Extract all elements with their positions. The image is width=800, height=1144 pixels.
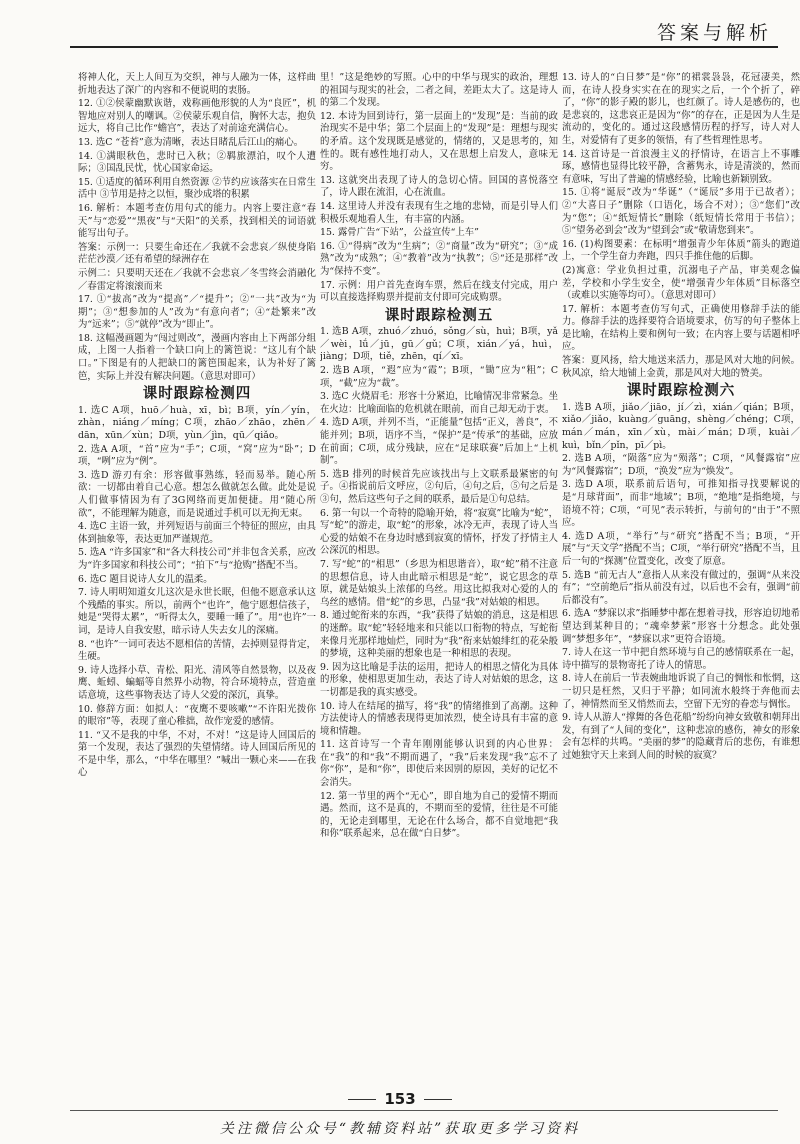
answer-paragraph: 答案：示例一：只要生命还在／我就不会悲哀／纵使身陷茫茫沙漠／还有希望的绿洲存在 [78,241,316,266]
column-right [562,72,800,1072]
answer-paragraph: 1. 选C A项，huō／huà，xī，bì；B项，yín／yín，zhàn，niáng／míng；C项，zhāo／zhāo，zhēn／dān，xūn／xùn；D项，yùn／jìn，qū／qiǎo。 [78,404,316,442]
answer-paragraph: 16. (1)构图要素：在标明“增强青少年体质”箭头的跑道上，一个学生奋力奔跑，四只手推住他的后脚。 [562,238,800,263]
answer-paragraph: 17. ①“拔高”改为“提高”／“提升”；②“一共”改为“为期”；③“想参加的人”改为“有意向者”；④“赴繁来”改为“远来”；⑤“就停”改为“即止”。 [78,294,316,331]
answer-paragraph: 9. 诗人选择小草、青松、阳光、清风等自然景物，以及夜鹰、蚯蚓、蝙蝠等自然界小动物，符合环境特点，营造童话意境，这些事物表达了诗人父爱的深沉，真挚。 [78,664,316,701]
page-number: 153 [0,1090,800,1108]
answer-paragraph: 8. 通过蛇衔来的东西，“我”获得了姑娘的消息，这是相思的迷醉。取“蛇”轻轻地来和只能以口衔物的特点，写蛇衔来像月光那样地灿烂，同时为“我”衔来姑娘绯红的花朵般的梦境，这种美丽的想象也是一种相思的表现。 [320,610,558,660]
footer-note: 关注微信公众号“教辅资料站”获取更多学习资料 [219,1121,581,1137]
answer-paragraph: 12. 本诗为回到诗行，第一层面上的“发现”是：当前的政治现实不是中华；第二个层面上的“发现”是：理想与现实的矛盾。这个发现既是感觉的，情绪的，又是思考的，知性的。既有感性地打动人，又在思想上启发人，意味无穷。 [320,110,558,173]
answer-paragraph: 17. 示例：用户首先查询车票，然后在线支付完成，用户可以直接选择购票并提前支付即可完成购票。 [320,279,558,304]
answer-paragraph: 5. 选B 排列的时候首先应该找出与上文联系最紧密的句子。④指说前后文呼应，②句后，④句之后，⑤句之后是③句，然后这些句子之间的联系，最后是①句总结。 [320,468,558,505]
answer-paragraph: 14. ①满眼秋色，悲时已入秋；②羁旅漂泊，叹个人遭际；③国乱民忧，忧心国家命运。 [78,150,316,175]
answer-paragraph: 15. 露骨广告“下站”，公益宣传“上车” [320,227,479,239]
answer-paragraph: 4. 选D A项，“举行”与“研究”搭配不当；B项，“开展”与“天文学”搭配不当；C项，“举行研究”搭配不当，且后一句的“探测”位置变化，改变了原意。 [562,530,800,567]
section-title-4: 课时跟踪检测四 [142,386,252,403]
answer-paragraph: 18. 这幅漫画题为“闯过则改”，漫画内容由上下两部分组成，上图一人指着一个缺口向上的篱笆说：“这儿有个缺口。”下图是有的人把缺口的篱笆围起来，认为补好了篱笆，实际上并没有解决问题。（意思对即可） [78,332,316,382]
section-title-5: 课时跟踪检测五 [384,307,494,324]
answer-paragraph: 17. 解析：本题考查仿写句式，正确使用修辞手法的能力。修辞手法的选择要符合语境要求，仿写的句子整体上是比喻，在结构上要和例句一致；在内容上要与话题相呼应。 [562,303,800,353]
answer-paragraph: 15. ①将“诞辰”改为“华诞”（“诞辰”多用于已故者）；②“大喜日子”删除（口语化，场合不对）；③“您们”改为“您”；④“纸短情长”删除（纸短情长常用于书信）；⑤“望务必到会”改为“望到会”或“敬请您到来”。 [562,187,800,237]
answer-paragraph: 16. ①“得病”改为“生病”；②“商量”改为“研究”；③“成熟”改为“成熟”；④“教着”改为“执教”；⑤“还是那样”改为“保持不变”。 [320,240,558,277]
page-header [0,0,800,62]
answer-paragraph: 7. 诗人明明知道女儿这次是永世长眠，但他不愿意承认这个残酷的事实。所以，前两个“也许”，他宁愿想信孩子，她是“哭得太累”，“听得太久，要睡一睡了”。用“也许”一词，是诗人自我安慰，暗示诗人失去女儿的深痛。 [78,587,316,636]
answer-paragraph: 6. 第一句以一个奇特的隐喻开始，将“寂寞”比喻为“蛇”，写“蛇”的游走，取“蛇”的形象，冰冷无声，表现了诗人当心爱的姑娘不在身边时感到寂寞的情怀，抒发了抒情主人公深沉的相思。 [320,507,558,557]
answer-paragraph: 11. 这首诗写一个青年刚刚能够认识到的内心世界：在“我”的和“我”不期而遇了，“我”后来发现“我”忘不了你“你”，是和“你”，即使后来因别的原因，美好的记忆不会消失。 [320,739,558,789]
header-rule [70,46,778,48]
answer-paragraph: 5. 选B “前无古人”意指人从来没有做过的，强调“从来没有”；“空前绝后”指从前没有过，以后也不会有，强调“前后都没有”。 [562,569,800,606]
answer-paragraph: 9. 因为这比喻是手法的运用，把诗人的相思之情化为具体的形象，使相思更加生动，表达了诗人对姑娘的思念，这一切都是我的真实感受。 [320,661,558,698]
answer-paragraph: 13. 选C “苍苔”意为清晰，表达目睹乱后江山的痛心。 [78,136,304,148]
answer-paragraph: 7. 写“蛇”的“相思”（乡思为相思谐音），取“蛇”稍不注意的思想信息，诗人由此暗示相思是“蛇”，说它思念的草原，就是姑娘头上浓郁的乌丝。用这比拟我对心爱的人的乌丝的感情。借“蛇”的乡思，凸显“我”对姑娘的相思。 [320,558,558,608]
answer-paragraph: 16. 解析：本题考查仿用句式的能力。内容上要注意“春天”与“恋爱”“黑夜”与“天阳”的关系，找到相关的词语就能写出句子。 [78,202,316,240]
column-left [78,72,316,1072]
answer-paragraph: 11. “又不是我的中华，不对，不对！”这是诗人回国后的第一个发现，表达了强烈的失望情绪。诗人回国后所见的不是中华，那么，“中华在哪里？”喊出一颗心来——在我心 [78,729,316,779]
answer-paragraph: 里！”这是绝妙的写照。心中的中华与现实的政治，理想的祖国与现实的社会，二者之间，差距太大了。这是诗人的第二个发现。 [320,72,558,109]
answer-paragraph: 2. 选A A项，“首”应为“手”；C项，“窝”应为“卧”；D项，“咧”应为“例”。 [78,443,316,468]
answer-paragraph: 12. ①②侯蒙幽默诙谐，戏称画他形貌的人为“良匠”，机智地应对别人的嘲讽。②侯蒙乐观自信，胸怀大志，抱负远大，将自己比作“蟾宫”，表达了对前途充满信心。 [78,98,316,135]
answer-paragraph: 示例二：只要明天还在／我就不会悲哀／冬雪终会消融化／春雷定将滚滚而来 [78,267,316,292]
answer-paragraph: 3. 选D 游刃有余：形容做事熟练，轻而易举。随心所欲：一切都由着自己心意。想怎么做就怎么做。此处是说人们做事情因为有了3G网络而更加便捷。用“随心所欲”，不能理解为随意，而是说通过手机可以无拘无束。 [78,469,316,519]
answer-paragraph: 8. “也许”一词可表达不愿相信的苦情，去掉则显得肯定，生硬。 [78,638,316,663]
answer-paragraph: 2. 选B A项，“陨落”应为“殒落”；C项，“风餐露宿”应为“风餐露宿”；D项，“涣发”应为“焕发”。 [562,453,800,477]
answer-paragraph: 4. 选C 主语一致，并列短语与前面三个特征的照应，由具体到抽象等，表达更加严谨规范。 [78,521,316,545]
answer-paragraph: 13. 这就突出表现了诗人的急切心情。回国的喜悦落空了，诗人跟在流泪，心在流血。 [320,174,558,199]
answer-paragraph: 6. 选C 题目说诗人女儿的温柔。 [78,573,213,585]
answer-paragraph: 9. 诗人从游人“撑舞的各色花船”纷纷向神女致敬和朝拜出发，有到了“人间的变化”，这种悲凉的感伤，神女的形象会有怎样的共鸣。“美丽的梦”的隐藏背后的悲伤，有谁想过她独守天上来到人间的时候的寂寞？ [562,712,800,761]
answer-paragraph: 5. 选A “许多国家”和“各大科技公司”并非包含关系，应改为“许多国家和科技公司”；“拍下”与“抢购”搭配不当。 [78,547,316,571]
section-title-6: 课时跟踪检测六 [626,383,736,400]
answer-paragraph: 3. 选C 火烧眉毛：形容十分紧迫，比喻情况非常紧急。坐在火边：比喻面临的危机就在眼前，而自己却无动于衷。 [320,391,558,415]
col2-after-body [320,326,558,841]
column-middle [320,72,558,1072]
answer-paragraph: 13. 诗人的“白日梦”是“你”的裙裳袅袅，花冠凄美，然而，在诗人投身实实在在的现实之后，一个个折了，碎了，“你”的影子殿的影儿，也红颜了。诗人是感伤的，也是悲哀的，这悲哀正是因为“你”的存在，正是因为人生是流动的，变化的。通过这段感情历程的抒写，诗人对人生，对爱情有了更多的领悟，有了些哲理性思考。 [562,72,800,146]
answer-paragraph: 14. 这首诗是一首浪漫主义的抒情诗，在语言上不事雕琢，感情也显得比较平静，含蓄隽永，诗是清淡的，然而有意味，写出了普遍的情感经验，比喻也新颖别致。 [562,148,800,185]
answer-paragraph: 2. 选B A项，“遐”应为“霞”；B项，“锄”应为“粗”；C项，“截”应为“裁”。 [320,365,558,389]
answer-paragraph: 10. 修辞方面：如拟人：“夜鹰不要咳嗽”“不许阳光拨你的眼帘”等，表现了童心稚拙，故作宠爱的感情。 [78,703,316,728]
answer-paragraph: 10. 诗人在结尾的描写，将“我”的情绪推到了高潮。这种方法使诗人的情感表现得更加浓烈，使全诗具有丰富的意境和情趣。 [320,700,558,737]
answer-paragraph: 12. 第一节里的两个“无心”，即自地为自己的爱情不期而遇。然而，这不是真的，不期而至的爱情，往往是不可能的，无论走到哪里，无论在什么场合，都不自觉地把“我和你”联系起来，总在做“白日梦”。 [320,790,558,840]
footer-rule [70,1110,778,1111]
answer-paragraph: 4. 选D A项，并列不当，“正能量”包括“正义，善良”，不能并列；B项，语序不当，“保护”是“传承”的基础，应放在前面；C项，成分残缺，应在“足球联赛”后加上“上机制”。 [320,417,558,467]
answer-paragraph: 1. 选B A项，jiǎo／jiāo，jí／zì，xián／qián；B项，xiǎo／jiǎo，kuàng／guāng，shèng／chéng；C项，mán／mán，xīn／xù，mài／mán；D项，kuài／kuì，bǐn／pǐn，pī／pì。 [562,401,800,451]
answer-paragraph: 6. 选A “梦寐以求”指睡梦中都在想着寻找，形容迫切地希望达到某种目的；“魂牵梦萦”形容十分想念。此处强调“梦想多年”，“梦寐以求”更符合语境。 [562,608,800,645]
answer-paragraph: 8. 诗人在前后一节表婉曲地诉说了自己的惆怅和怅惘，这一切只是枉然，又归于平静；如同流水般终于奔他而去了，神情然而至又悄然而去，空留下无穷的眷恋与惆怅。 [562,673,800,710]
header-title: 答案与解析 [656,22,772,44]
col3-body [562,72,800,380]
answer-paragraph: 14. 这里诗人并没有表现有生之地的悲恸，而是引导人们积极乐观地看人生，有丰富的内涵。 [320,200,558,225]
col2-body [320,72,558,305]
col1-after-body [78,405,316,780]
col1-body [78,72,316,383]
answer-paragraph: 3. 选D A项，联系前后语句，可推知指寻找要解说的是“月球背面”，而非“地域”；B项，“绝地”是指绝境，与语境不符；C项，“可见”表示转折，与前句的“由于”不照应。 [562,479,800,529]
answer-paragraph: 15. ①适度的循环利用自然资源 ②节约应该落实在日常生活中 ③节用是持之以恒，聚沙成塔的积累 [78,176,316,201]
answer-paragraph: 将神人化，天上人间互为交织，神与人融为一体，这样曲折地表达了深广的内容和不便说明的衷肠。 [78,72,316,96]
answer-paragraph: (2)寓意：学业负担过重，沉溺电子产品，审美观念偏差，学校和小学生安全，使“增强青少年体质”目标落空（或难以实施等均可）。（意思对即可） [562,264,800,302]
answer-paragraph: 7. 诗人在这一节中把自然环境与自己的感情联系在一起，诗中描写的景物寄托了诗人的情思。 [562,647,800,671]
col3-after-body [562,402,800,763]
answer-paragraph: 1. 选B A项，zhuó／zhuó，sǒng／sù，huì；B项，yǎ／wèi，lǘ／jū，gū／gǔ；C项，xián／yá，huì，jiàng；D项，tiě，zhēn，qí／xī。 [320,326,558,363]
answer-paragraph: 答案：夏风扬，给大地送来活力，那是风对大地的问候。秋风凉，给大地铺上金黄，那是风对大地的赞美。 [562,355,800,379]
